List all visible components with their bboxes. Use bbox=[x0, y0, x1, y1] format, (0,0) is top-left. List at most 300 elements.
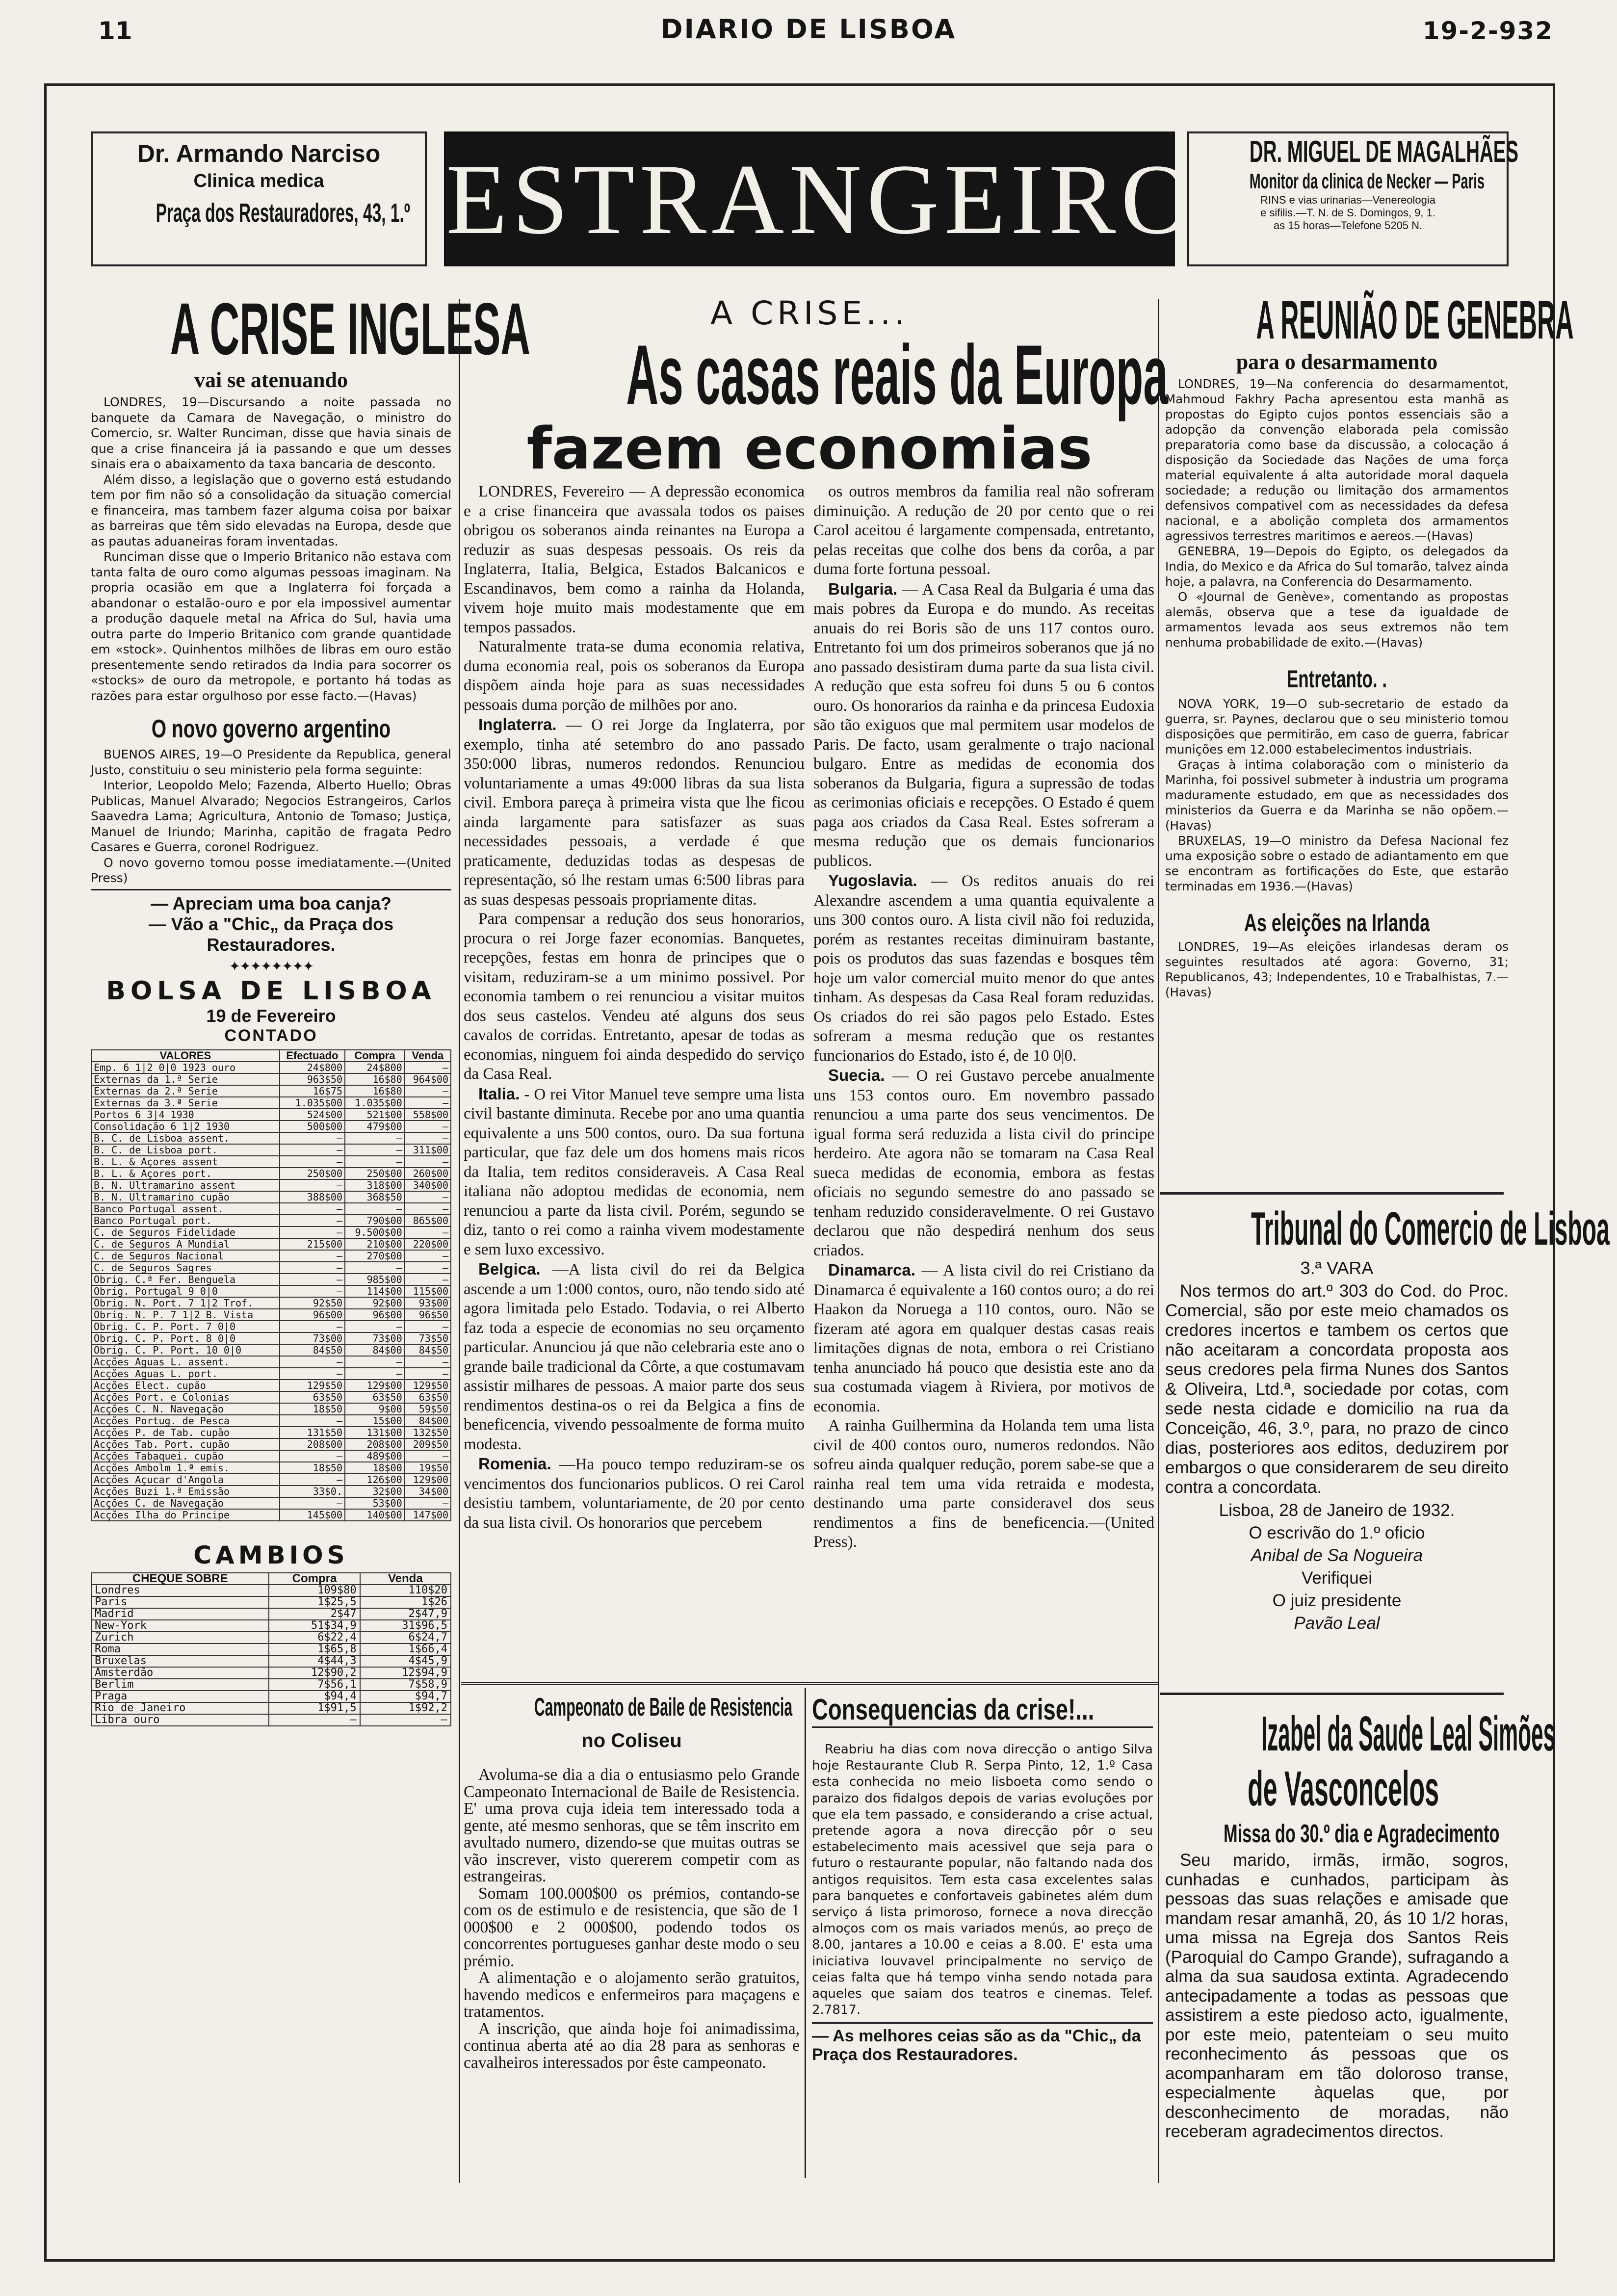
table-row bbox=[91, 1474, 451, 1486]
headline-izabel: Izabel da Saude Leal Simões bbox=[1261, 1706, 1556, 1761]
table-cell: — bbox=[405, 1085, 451, 1097]
table-cell: 500$00 bbox=[280, 1121, 345, 1132]
paragraph bbox=[813, 1066, 1154, 1260]
paragraph: LONDRES, 19—As eleições irlandesas deram os seguintes resultados até agora: Governo, 31; Republicanos, 43; Independentes, 10 e Trabalhistas, 7.—(Havas) bbox=[1165, 939, 1509, 999]
column-rule bbox=[1158, 299, 1159, 2183]
paragraph bbox=[464, 1454, 805, 1533]
canja-ad-line1: — Apreciam uma boa canja? bbox=[151, 893, 391, 913]
table-cell: 96$50 bbox=[405, 1309, 451, 1321]
table-cell: 110$20 bbox=[360, 1585, 451, 1596]
table-cell: 1$92,2 bbox=[360, 1702, 451, 1714]
paragraph: A alimentação e o alojamento serão gratuitos, havendo medicos e enfermeiros para maçagens e tratamentos. bbox=[464, 1969, 800, 2021]
table-cell: — bbox=[269, 1714, 360, 1726]
table-cell: 7$58,9 bbox=[360, 1679, 451, 1691]
table-cell: 73$00 bbox=[280, 1332, 345, 1344]
table-row bbox=[91, 1262, 451, 1274]
table-cell: 318$00 bbox=[345, 1179, 405, 1191]
table-cell: Banco Portugal assent. bbox=[91, 1203, 280, 1215]
divider bbox=[91, 889, 451, 890]
table-cell: 1$25,5 bbox=[269, 1596, 360, 1608]
table-row bbox=[91, 1679, 451, 1691]
table-row bbox=[91, 1121, 451, 1132]
table-row bbox=[91, 1179, 451, 1191]
table-cell: 145$00 bbox=[280, 1509, 345, 1521]
table-cell: 114$00 bbox=[345, 1285, 405, 1297]
table-row bbox=[91, 1644, 451, 1655]
table-cell: 311$00 bbox=[405, 1144, 451, 1156]
table-cell: Bruxelas bbox=[91, 1655, 269, 1667]
subhead-desarmamento: para o desarmamento bbox=[1236, 350, 1438, 374]
paragraph bbox=[464, 910, 805, 1084]
ad-magalhaes-line1: Monitor da clinica de Necker — Paris bbox=[1249, 169, 1485, 193]
country-lead: Bulgaria. bbox=[828, 579, 898, 598]
bolsa-subtitle: CONTADO bbox=[224, 1026, 318, 1045]
table-row bbox=[91, 1238, 451, 1250]
table-cell: Praga bbox=[91, 1691, 269, 1702]
table-cell: 84$50 bbox=[405, 1344, 451, 1356]
table-cell: — bbox=[280, 1450, 345, 1462]
table-cell: Portos 6 3|4 1930 bbox=[91, 1109, 280, 1121]
table-header-cell: Compra bbox=[269, 1573, 360, 1585]
table-row bbox=[91, 1368, 451, 1380]
paragraph bbox=[813, 482, 1154, 579]
table-cell: Londres bbox=[91, 1585, 269, 1596]
headline-tribunal: Tribunal do Comercio de Lisboa bbox=[1251, 1202, 1610, 1255]
section-rule bbox=[461, 1682, 1158, 1685]
tribunal-date: Lisboa, 28 de Janeiro de 1932. bbox=[1219, 1501, 1455, 1520]
table-cell: 18$50 bbox=[280, 1462, 345, 1474]
table-cell: — bbox=[405, 1321, 451, 1332]
headline-campeonato-baile: Campeonato de Baile de Resistencia bbox=[534, 1693, 793, 1722]
table-cell: 985$00 bbox=[345, 1274, 405, 1285]
paragraph-text: — O rei Gustavo percebe anualmente uns 153 contos ouro. Em novembro passado renunciou a uma parte dos seus vencimentos. De igual forma será reduzida a lista civil do principe herdeiro. Ate agora não se tomaram na Casa Real sueca medidas de economia, embora as festas oficiais no segundo semestre do ano passado se tenham reduzido consideravelmente. O rei Gustavo declarou que não despedirá nenhum dos seus criados. bbox=[813, 1067, 1154, 1259]
table-cell: — bbox=[280, 1132, 345, 1144]
tribunal-juiz-name: Pavão Leal bbox=[1294, 1614, 1380, 1633]
paragraph-text: LONDRES, Fevereiro — A depressão economica e a crise financeira que avassala todos os paises obrigou os soberanos ainda reinantes na Europa a reduzir as suas despesas pessoais. Os reis da Inglaterra, Italia, Belgica, Estados Balcanicos e Escandinavos, bem como a rainha da Holanda, vivem hoje muito mais modestamente que em tempos passados. bbox=[464, 483, 805, 636]
table-cell: B. L. & Açores port. bbox=[91, 1168, 280, 1179]
table-cell: Acções C. N. Navegação bbox=[91, 1403, 280, 1415]
paragraph-text: —Ha pouco tempo reduziram-se os vencimentos dos funcionarios publicos. O rei Carol desistiu tambem, voluntariamente, de 20 por cento da sua lista civil. Os honorarios que percebem bbox=[464, 1456, 805, 1532]
table-cell: 209$50 bbox=[405, 1438, 451, 1450]
table-cell: — bbox=[280, 1474, 345, 1486]
table-cell: 63$50 bbox=[280, 1391, 345, 1403]
table-row bbox=[91, 1097, 451, 1109]
table-cell: — bbox=[280, 1226, 345, 1238]
ad-dr-narciso bbox=[91, 131, 427, 266]
table-cell: 7$56,1 bbox=[269, 1679, 360, 1691]
table-cell: 215$00 bbox=[280, 1238, 345, 1250]
table-header-cell: Compra bbox=[345, 1050, 405, 1062]
table-cell: 790$00 bbox=[345, 1215, 405, 1226]
issue-date: 19-2-932 bbox=[1422, 17, 1553, 45]
paragraph-text: Para compensar a redução dos seus honorarios, procura o rei Jorge fazer economias. Banquetes, recepções, festas em honra de principes que o visitam, reduziram-se a um minimo possivel. Por economia tambem o rei renunciou a visitar muitos dos seus castelos. Vendeu até alguns dos seus cavalos de corridas. Entretanto, apesar de todas as economias, ninguem foi ainda despedido do serviço da Casa Real. bbox=[464, 910, 805, 1083]
paragraph-text: — O rei Jorge da Inglaterra, por exemplo, tinha até setembro do ano passado 350:000 libras, numeros redondos. Renunciou voluntariamente a umas 49:000 libras da sua lista civil. Embora pareça à primeira vista que lhe ficou ainda largamente para satisfazer as suas necessidades pessoais, a verdade é que praticamente, deduzidas todas as despesas de representação, só lhe restam umas 6:500 libras para as suas despesas pessoais propriamente ditas. bbox=[464, 716, 805, 909]
table-row bbox=[91, 1714, 451, 1726]
section-rule bbox=[1160, 1192, 1504, 1195]
table-row bbox=[91, 1702, 451, 1714]
table-cell: Zurich bbox=[91, 1632, 269, 1644]
country-lead: Italia. bbox=[478, 1084, 520, 1103]
table-cell: 34$00 bbox=[405, 1486, 451, 1497]
table-cell: Obrig. N. Port. 7 1|2 Trof. bbox=[91, 1297, 280, 1309]
section-title: ESTRANGEIRO bbox=[446, 144, 1199, 255]
table-cell: B. N. Ultramarino cupão bbox=[91, 1191, 280, 1203]
table-cell: Acções Aguas L. port. bbox=[91, 1368, 280, 1380]
table-row bbox=[91, 1391, 451, 1403]
table-cell: — bbox=[280, 1179, 345, 1191]
table-cell: Acções Portug. de Pesca bbox=[91, 1415, 280, 1427]
headline-crise-inglesa: A CRISE INGLESA bbox=[170, 287, 531, 370]
table-row bbox=[91, 1450, 451, 1462]
paragraph-text: os outros membros da familia real não sofreram diminuição. A redução de 20 por cento que o rei Carol aceitou é largamente compensada, entretanto, pelas receitas que colhe dos bens da corôa, a par duma forte fortuna pessoal. bbox=[813, 483, 1154, 578]
table-row bbox=[91, 1226, 451, 1238]
table-cell: Acções Açucar d'Angola bbox=[91, 1474, 280, 1486]
table-cell: Paris bbox=[91, 1596, 269, 1608]
cambios-title: CAMBIOS bbox=[193, 1540, 349, 1569]
paragraph: Graças à intima colaboração com o ministerio da Marinha, foi possivel submeter à industria um programa maduramente estudado, em que as necessidades dos ministerios da Guerra e da Marinha se não opõem.—(Havas) bbox=[1165, 757, 1509, 833]
table-cell: 4$45,9 bbox=[360, 1655, 451, 1667]
table-cell: C. de Seguros Nacional bbox=[91, 1250, 280, 1262]
article-consequencias bbox=[812, 1693, 1153, 2064]
table-cell: 388$00 bbox=[280, 1191, 345, 1203]
table-cell: 1$26 bbox=[360, 1596, 451, 1608]
table-cell: 92$50 bbox=[280, 1297, 345, 1309]
table-cell: 93$00 bbox=[405, 1297, 451, 1309]
table-cell: — bbox=[405, 1250, 451, 1262]
table-row bbox=[91, 1297, 451, 1309]
table-cell: 53$00 bbox=[345, 1497, 405, 1509]
table-cell: 92$00 bbox=[345, 1297, 405, 1309]
table-cell: B. N. Ultramarino assent bbox=[91, 1179, 280, 1191]
table-row bbox=[91, 1462, 451, 1474]
table-cell: 9.500$00 bbox=[345, 1226, 405, 1238]
paragraph bbox=[464, 715, 805, 910]
table-cell: 63$50 bbox=[405, 1391, 451, 1403]
table-cell: 964$00 bbox=[405, 1073, 451, 1085]
table-row bbox=[91, 1415, 451, 1427]
paragraph: LONDRES, 19—Discursando a noite passada no banquete da Camara de Navegação, o ministro do Comercio, sr. Walter Runciman, disse que havia sinais de que a crise financeira já ia passando e que um desses sinais era o abaixamento da taxa bancaria de desconto. bbox=[91, 395, 451, 471]
table-cell: Acções C. de Navegação bbox=[91, 1497, 280, 1509]
table-row bbox=[91, 1132, 451, 1144]
table-row bbox=[91, 1344, 451, 1356]
table-cell: 1.035$00 bbox=[345, 1097, 405, 1109]
table-row bbox=[91, 1168, 451, 1179]
article-reuniao-genebra bbox=[1165, 290, 1574, 1000]
tribunal-escrivao-name: Anibal de Sa Nogueira bbox=[1251, 1546, 1423, 1565]
table-cell: Obrig. Portugal 9 0|0 bbox=[91, 1285, 280, 1297]
table-row bbox=[91, 1486, 451, 1497]
paragraph-text: — A Casa Real da Bulgaria é uma das mais pobres da Europa e do mundo. As receitas anuais do rei Boris são de uns 117 contos ouro. Entretanto foi um dos primeiros soberanos que já no ano passado desistiram duma parte da sua lista civil. A redução que esta sofreu foi duns 5 ou 6 contos ouro. Os honorarios da rainha e da princesa Eudoxia são tão exiguos que mal permitem usar modelos de Paris. De facto, usam geralmente o trajo nacional bulgaro. Entre as medidas de economia dos soberanos da Bulgaria, figura a supressão de todas as cerimonias oficiais e recepções. O Estado é quem paga aos criados da Casa Real. Estes sofreram a mesma redução que os demais funcionarios publicos. bbox=[813, 580, 1154, 870]
table-cell: — bbox=[345, 1156, 405, 1168]
table-row bbox=[91, 1608, 451, 1620]
table-cell: 73$00 bbox=[345, 1332, 405, 1344]
headline-casas-reais: As casas reais da Europa bbox=[626, 328, 1169, 422]
table-cell: — bbox=[405, 1226, 451, 1238]
table-cell: Roma bbox=[91, 1644, 269, 1655]
ad-magalhaes-line2: RINS e vias urinarias—Venereologia bbox=[1260, 194, 1436, 206]
notice-tribunal-comercio bbox=[1165, 1202, 1610, 1635]
table-cell: 260$00 bbox=[405, 1168, 451, 1179]
table-cell: — bbox=[345, 1203, 405, 1215]
table-cell: 18$00 bbox=[345, 1462, 405, 1474]
table-cell: 963$50 bbox=[280, 1073, 345, 1085]
table-cell: 51$34,9 bbox=[269, 1620, 360, 1632]
headline-missa: Missa do 30.º dia e Agradecimento bbox=[1224, 1820, 1500, 1848]
column-rule bbox=[459, 299, 460, 2183]
table-cell: 33$0. bbox=[280, 1486, 345, 1497]
paragraph: Seu marido, irmãs, irmão, sogros, cunhadas e cunhados, participam às pessoas das suas relações e amisade que mandam resar amanhã, 20, ás 10 1/2 horas, uma missa na Egreja dos Santos Reis (Paroquial do Campo Grande), sufragando a alma da sua saudosa extinta. Agradecendo antecipadamente a todas as pessoas que assistirem a este piedoso acto, igualmente, por este meio, patenteiam o seu muito reconhecimento ás pessoas que os acompanharam em tão doloroso transe, especialmente àquelas que, por desconhecimento de moradas, não receberam agradecimentos directos. bbox=[1165, 1851, 1509, 2141]
table-cell: 31$96,5 bbox=[360, 1620, 451, 1632]
table-cell: 220$00 bbox=[405, 1238, 451, 1250]
paragraph: Runciman disse que o Imperio Britanico não estava com tanta falta de ouro como algumas pessoas imaginam. Na propria ocasião em que a Inglaterra foi forçada a abandonar o estalão-ouro e por ela impossivel aumentar a produção daquele metal na Africa do Sul, havia uma outra parte do Imperio Britanico com grande quantidade em «stock». Quinhentos milhões de libras em ouro estão presentemente sendo retirados da India para socorrer os «stocks» de ouro da metropole, e portanto há todas as razões para estar orgulhoso por esse facto.—(Havas) bbox=[91, 549, 451, 703]
table-cell: 6$24,7 bbox=[360, 1632, 451, 1644]
table-cell: — bbox=[405, 1062, 451, 1073]
table-cell: — bbox=[405, 1132, 451, 1144]
table-cell: 1$66,4 bbox=[360, 1644, 451, 1655]
table-header-cell: Venda bbox=[405, 1050, 451, 1062]
casas-reais-column-1 bbox=[464, 482, 805, 1552]
table-cell: — bbox=[280, 1250, 345, 1262]
paragraph bbox=[464, 1084, 805, 1260]
paragraph bbox=[464, 637, 805, 715]
table-cell: — bbox=[280, 1285, 345, 1297]
table-cell: — bbox=[345, 1144, 405, 1156]
table-row bbox=[91, 1332, 451, 1344]
table-row bbox=[91, 1497, 451, 1509]
table-cell: C. de Seguros A Mundial bbox=[91, 1238, 280, 1250]
paragraph bbox=[813, 871, 1154, 1066]
paragraph-text: — A lista civil do rei Cristiano da Dinamarca é equivalente a 160 contos ouro; a do rei Haakon da Noruega a 110 contos, ouro. Não se fizeram até agora em qualquer destas casas reais limitações dignas de nota, embora o rei Cristiano tenha anunciado há pouco que desistia este ano da sua costumada viagem à Riviera, por motivos de economia. bbox=[813, 1262, 1154, 1415]
paragraph-text: Naturalmente trata-se duma economia relativa, duma economia real, pois os soberanos da Europa dispõem ainda hoje para as suas necessidades pessoais duma porção de milhões por ano. bbox=[464, 638, 805, 714]
column-rule bbox=[805, 1688, 806, 2178]
table-cell: — bbox=[280, 1215, 345, 1226]
paragraph bbox=[813, 1416, 1154, 1552]
table-cell: 340$00 bbox=[405, 1179, 451, 1191]
country-lead: Romenia. bbox=[478, 1455, 551, 1473]
ad-magalhaes-line3: e sifilis.—T. N. de S. Domingos, 9, 1. bbox=[1260, 207, 1436, 219]
table-cell: Obrig. C. P. Port. 10 0|0 bbox=[91, 1344, 280, 1356]
paragraph: GENEBRA, 19—Depois do Egipto, os delegados da India, do Mexico e da Africa do Sul tomarão, talvez ainda hoje, a palavra, na Conferencia do Desarmamento. bbox=[1165, 544, 1509, 589]
table-cell: — bbox=[280, 1497, 345, 1509]
table-header-cell: VALORES bbox=[91, 1050, 280, 1062]
table-cell: 250$00 bbox=[280, 1168, 345, 1179]
table-cell: 521$00 bbox=[345, 1109, 405, 1121]
paragraph bbox=[813, 579, 1154, 871]
table-cell: — bbox=[405, 1121, 451, 1132]
table-cell: — bbox=[280, 1156, 345, 1168]
headline-consequencias: Consequencias da crise!... bbox=[812, 1693, 1095, 1726]
table-cell: Acções Ambolm 1.ª emis. bbox=[91, 1462, 280, 1474]
subhead-coliseu: no Coliseu bbox=[581, 1730, 682, 1751]
table-cell: 59$50 bbox=[405, 1403, 451, 1415]
table-cell: 1$65,8 bbox=[269, 1644, 360, 1655]
ad-magalhaes-name: DR. MIGUEL DE MAGALHÃES bbox=[1249, 135, 1519, 169]
paragraph bbox=[813, 1260, 1154, 1416]
table-cell: 2$47 bbox=[269, 1608, 360, 1620]
table-cell: 18$50 bbox=[280, 1403, 345, 1415]
table-cell: Externas da 1.ª Serie bbox=[91, 1073, 280, 1085]
table-cell: 479$00 bbox=[345, 1121, 405, 1132]
paragraph: LONDRES, 19—Na conferencia do desarmamentot, Mahmoud Fakhry Pacha apresentou esta manhã as propostas do Egipto cujos pontos essenciais são a adopção da convenção elaborada pela comissão preparatoria como base da discussão, a colocação á disposição da Sociedade das Nações de uma força material equivalente á alta autoridade moral daquela sociedade; a redução ou limitação dos armamentos defensivos compativel com as necessidades da defesa nacional, e a abolição completa dos armamentos agressivos terrestres maritimos e aereos.—(Havas) bbox=[1165, 377, 1509, 543]
table-cell: 147$00 bbox=[405, 1509, 451, 1521]
page-number: 11 bbox=[98, 17, 132, 45]
table-cell: 16$75 bbox=[280, 1085, 345, 1097]
table-cell: 12$94,9 bbox=[360, 1667, 451, 1679]
table-cell: Banco Portugal port. bbox=[91, 1215, 280, 1226]
table-cell: — bbox=[280, 1274, 345, 1285]
table-cell: 865$00 bbox=[405, 1215, 451, 1226]
table-cell: 19$50 bbox=[405, 1462, 451, 1474]
table-cell: Acções P. de Tab. cupão bbox=[91, 1427, 280, 1438]
tribunal-verifiquei: Verifiquei bbox=[1302, 1568, 1372, 1588]
table-cell: 131$50 bbox=[280, 1427, 345, 1438]
table-row bbox=[91, 1509, 451, 1521]
table-cell: 270$00 bbox=[345, 1250, 405, 1262]
table-cell: 63$50 bbox=[345, 1391, 405, 1403]
table-cell: — bbox=[280, 1144, 345, 1156]
bolsa-date: 19 de Fevereiro bbox=[206, 1005, 336, 1026]
headline-fazem-economias: fazem economias bbox=[526, 415, 1093, 482]
tribunal-escrivao: O escrivão do 1.º oficio bbox=[1249, 1523, 1425, 1542]
table-cell: 1.035$00 bbox=[280, 1097, 345, 1109]
ad-narciso-sub: Clinica medica bbox=[193, 171, 324, 191]
table-cell: Libra ouro bbox=[91, 1714, 269, 1726]
table-cell: — bbox=[345, 1356, 405, 1368]
table-cell: 208$00 bbox=[345, 1438, 405, 1450]
table-row bbox=[91, 1062, 451, 1073]
table-cell: 84$00 bbox=[345, 1344, 405, 1356]
paragraph: Reabriu ha dias com nova direcção o antigo Silva hoje Restaurante Club R. Serpa Pinto, 12, 1.º Casa esta conhecida no meio lisboeta como sendo o paraizo dos fidalgos depois de varias evoluções por que ela tem passado, e considerando a crise actual, pretende agora a nova direcção pôr o seu estabelecimento mais acessivel que seja para o futuro o restaurante popular, não faltando nada dos antigos requisitos. Tem esta casa excelentes salas para banquetes e confortaveis gabinetes além dum serviço á lista primoroso, fornece a nova direcção almoços com os mais variados menús, ao preço de 8.00, jantares a 10.00 e ceias a 8.00. E' esta uma iniciativa louvavel principalmente no serviço de ceias falta que há tempo vinha sendo notada para aqueles que saiam dos teatros e cinemas. Telef. 2.7817. bbox=[812, 1742, 1153, 2018]
table-cell: Acções Tabaquei. cupão bbox=[91, 1450, 280, 1462]
paragraph: Nos termos do art.º 303 do Cod. do Proc. Comercial, são por este meio chamados os credores incertos e tambem os certos que não aceitaram a concordata proposta aos seus credores pela firma Nunes dos Santos & Oliveira, Ltd.ª, sociedade por cotas, com sede nesta cidade e domicilio na rua da Conceição, 46, 3.º, para, no prazo de cinco dias, posteriores aos editos, deduzirem por embargos o que considerarem de seu direito contra a concordata. bbox=[1165, 1281, 1509, 1497]
cambios-table bbox=[91, 1572, 451, 1726]
table-cell: Madrid bbox=[91, 1608, 269, 1620]
table-cell: 250$00 bbox=[345, 1168, 405, 1179]
paragraph: Além disso, a legislação que o governo está estudando tem por fim não só a consolidação da situação comercial e financeira, mas tambem fazer alguma coisa por baixar as barreiras que têm sido elevadas na Europa, desde que as pautas aduaneiras foram inventadas. bbox=[91, 472, 451, 548]
ornament-divider: ✦✦✦✦✦✦✦✦ bbox=[229, 958, 313, 974]
table-row bbox=[91, 1203, 451, 1215]
paragraph-text: —A lista civil do rei da Belgica ascende a um 1:000 contos, ouro, não tendo sido até agora limitada pelo Estado. Todavia, o rei Alberto faz toda a especie de economias no seu orçamento particular. Anunciou já que não celebraria este ano o grande baile tradicional da Côrte, a que costumavam assistir milhares de pessoas. A maior parte dos seus rendimentos destina-os o rei da Belgica a fins de beneficencia, vivendo pessoalmente de forma muito modesta. bbox=[464, 1261, 805, 1453]
table-cell: 208$00 bbox=[280, 1438, 345, 1450]
table-row bbox=[91, 1285, 451, 1297]
ad-dr-magalhaes bbox=[1187, 131, 1519, 266]
table-row bbox=[91, 1438, 451, 1450]
tribunal-vara: 3.ª VARA bbox=[1300, 1258, 1374, 1278]
table-cell: — bbox=[345, 1132, 405, 1144]
table-cell: Amsterdão bbox=[91, 1667, 269, 1679]
subhead-crise-inglesa: vai se atenuando bbox=[194, 368, 348, 392]
table-cell: 12$90,2 bbox=[269, 1667, 360, 1679]
table-cell: 73$50 bbox=[405, 1332, 451, 1344]
table-row bbox=[91, 1427, 451, 1438]
paragraph bbox=[464, 1259, 805, 1454]
table-cell: Externas da 3.ª Serie bbox=[91, 1097, 280, 1109]
casas-reais-column-2 bbox=[813, 482, 1154, 1552]
table-row bbox=[91, 1596, 451, 1608]
paragraph: NOVA YORK, 19—O sub-secretario de estado da guerra, sr. Paynes, declarou que o seu ministerio tomou disposições que permitirão, em caso de guerra, fabricar munições em 12.000 estabelecimentos industriais. bbox=[1165, 697, 1509, 757]
table-cell: — bbox=[280, 1321, 345, 1332]
table-cell: — bbox=[405, 1097, 451, 1109]
table-cell: — bbox=[405, 1191, 451, 1203]
table-cell: 129$00 bbox=[405, 1474, 451, 1486]
table-cell: Acções Elect. cupão bbox=[91, 1380, 280, 1391]
table-cell: — bbox=[280, 1262, 345, 1274]
paragraph: BRUXELAS, 19—O ministro da Defesa Nacional fez uma exposição sobre o estado de adiantamento em que se encontram as fortificações do Este, que estarão terminadas em 1936.—(Havas) bbox=[1165, 834, 1509, 893]
table-cell: 6$22,4 bbox=[269, 1632, 360, 1644]
table-cell: B. C. de Lisboa port. bbox=[91, 1144, 280, 1156]
table-cell: Externas da 2.ª Serie bbox=[91, 1085, 280, 1097]
table-cell: 109$80 bbox=[269, 1585, 360, 1596]
paragraph: BUENOS AIRES, 19—O Presidente da Republica, general Justo, constituiu o seu ministerio pela forma seguinte: bbox=[91, 747, 451, 777]
table-row bbox=[91, 1585, 451, 1596]
paragraph-text: A rainha Guilhermina da Holanda tem uma lista civil de 400 contos ouro, numeros redondos. Não sofreu ainda qualquer redução, porem sabe-se que a rainha real tem uma vida retraida e modesta, destinando uma parte consideravel dos seus rendimentos a fins de beneficencia.—(United Press). bbox=[813, 1417, 1154, 1551]
chic-ceias-ad: — As melhores ceias são as da "Chic„ da Praça dos Restauradores. bbox=[812, 2027, 1141, 2064]
country-lead: Inglaterra. bbox=[478, 715, 557, 733]
table-row bbox=[91, 1620, 451, 1632]
table-cell: — bbox=[405, 1262, 451, 1274]
table-cell: 9$00 bbox=[345, 1403, 405, 1415]
table-cell: $94,7 bbox=[360, 1691, 451, 1702]
table-row bbox=[91, 1655, 451, 1667]
table-cell: Acções Tab. Port. cupão bbox=[91, 1438, 280, 1450]
table-row bbox=[91, 1321, 451, 1332]
table-cell: 1$91,5 bbox=[269, 1702, 360, 1714]
divider bbox=[812, 2022, 1153, 2024]
table-cell: 24$800 bbox=[345, 1062, 405, 1073]
table-cell: — bbox=[280, 1415, 345, 1427]
section-rule bbox=[1160, 1693, 1504, 1695]
table-row bbox=[91, 1109, 451, 1121]
table-row bbox=[91, 1144, 451, 1156]
running-header bbox=[0, 9, 1617, 48]
table-cell: — bbox=[345, 1368, 405, 1380]
table-cell: — bbox=[405, 1368, 451, 1380]
table-row bbox=[91, 1085, 451, 1097]
table-cell: 96$00 bbox=[280, 1309, 345, 1321]
table-row bbox=[91, 1156, 451, 1168]
table-row bbox=[91, 1667, 451, 1679]
table-cell: Obrig. N. P. 7 1|2 B. Vista bbox=[91, 1309, 280, 1321]
table-cell: New-York bbox=[91, 1620, 269, 1632]
headline-eleicoes-irlanda: As eleições na Irlanda bbox=[1244, 909, 1430, 937]
paragraph: O novo governo tomou posse imediatamente.—(United Press) bbox=[91, 855, 451, 885]
headline-vasconcelos: de Vasconcelos bbox=[1248, 1761, 1439, 1816]
table-cell: Acções Ilha do Principe bbox=[91, 1509, 280, 1521]
table-row bbox=[91, 1356, 451, 1368]
article-campeonato-baile bbox=[464, 1693, 800, 2071]
paragraph: Avoluma-se dia a dia o entusiasmo pelo Grande Campeonato Internacional de Baile de Resistencia. E' uma prova cuja ideia tem interessado toda a gente, até mesmo senhoras, que se têm inscrito em avultado numero, dizendo-se que muitas outras se vão inscrever, visto quererem competir com as estrangeiras. bbox=[464, 1766, 800, 1885]
table-cell: — bbox=[405, 1274, 451, 1285]
table-cell: 96$00 bbox=[345, 1309, 405, 1321]
table-cell: C. de Seguros Fidelidade bbox=[91, 1226, 280, 1238]
paragraph: O «Journal de Genève», comentando as propostas alemãs, observa que a tese da igualdade de armamentos levada aos seus extremos não tem nenhuma probabilidade de exito.—(Havas) bbox=[1165, 590, 1509, 650]
newspaper-title: DIARIO DE LISBOA bbox=[660, 14, 957, 45]
table-cell: 16$80 bbox=[345, 1073, 405, 1085]
table-cell: B. L. & Açores assent bbox=[91, 1156, 280, 1168]
country-lead: Dinamarca. bbox=[828, 1261, 915, 1279]
table-cell: 126$00 bbox=[345, 1474, 405, 1486]
table-cell: Acções Aguas L. assent. bbox=[91, 1356, 280, 1368]
section-banner bbox=[444, 131, 1199, 266]
country-lead: Belgica. bbox=[478, 1260, 541, 1278]
article-casas-reais bbox=[464, 294, 1169, 1552]
ad-narciso-address: Praça dos Restauradores, 43, 1.º bbox=[156, 198, 411, 228]
table-cell: 84$50 bbox=[280, 1344, 345, 1356]
table-header-cell: Efectuado bbox=[280, 1050, 345, 1062]
paragraph-text: - O rei Vitor Manuel teve sempre uma lista civil bastante diminuta. Recebe por ano uma quantia equivalente a uns 500 contos, ouro. Da sua fortuna particular, que faz dele um dos homens mais ricos da Italia, tem reditos consideraveis. A Casa Real italiana não adoptou medidas de economia, nem renunciou a parte da lista civil. Porém, segundo se diz, tanto o rei como a rainha vivem modestamente e sem luxo excessivo. bbox=[464, 1085, 805, 1258]
ad-magalhaes-line4: as 15 horas—Telefone 5205 N. bbox=[1273, 219, 1423, 232]
table-cell: 140$00 bbox=[345, 1509, 405, 1521]
